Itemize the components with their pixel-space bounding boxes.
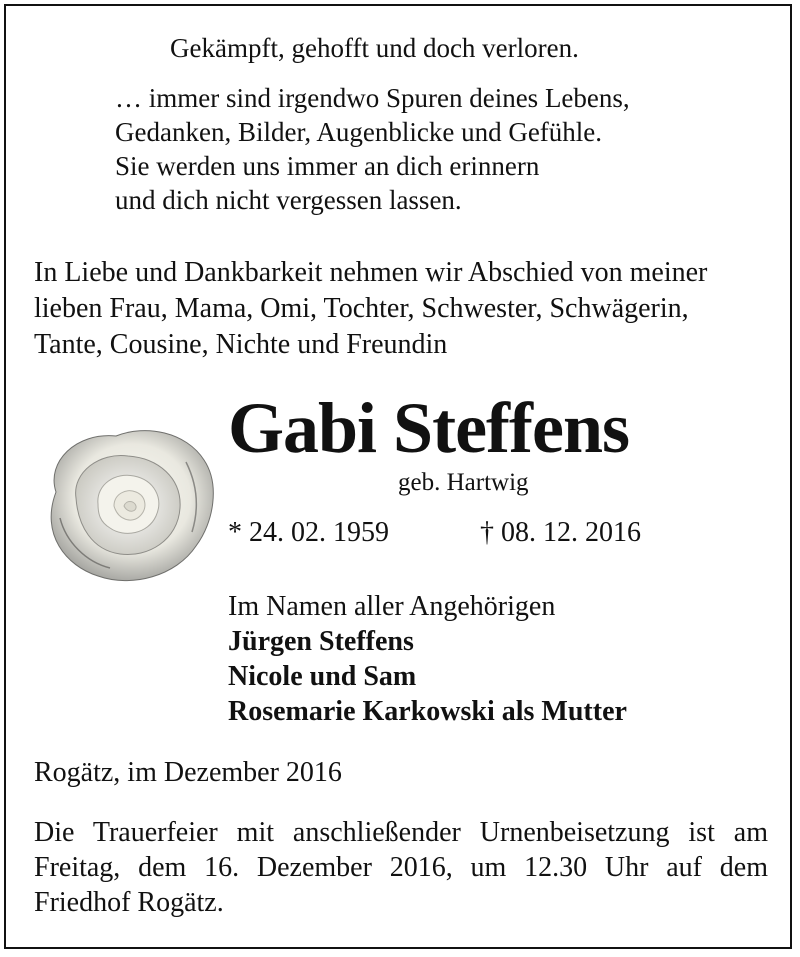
service-line: Friedhof Rogätz. <box>34 887 224 918</box>
intro-line: lieben Frau, Mama, Omi, Tochter, Schwester, Schwägerin, <box>34 293 689 324</box>
rose-icon <box>36 422 220 588</box>
family-preface: Im Namen aller Angehörigen <box>228 591 556 622</box>
poem-line: … immer sind irgendwo Spuren deines Lebens, <box>115 83 630 113</box>
poem-line: Gedanken, Bilder, Augenblicke und Gefühle. <box>115 117 603 147</box>
funeral-service-info <box>34 816 768 921</box>
service-line: Freitag, dem 16. Dezember 2016, um 12.30 Uhr auf dem <box>34 852 768 883</box>
family-member: Nicole und Sam <box>228 661 417 692</box>
poem-line: und dich nicht vergessen lassen. <box>115 185 462 215</box>
family-signature <box>228 590 627 730</box>
birth-date: * 24. 02. 1959 <box>228 517 389 548</box>
poem-line: Sie werden uns immer an dich erinnern <box>115 151 540 181</box>
intro-line: Tante, Cousine, Nichte und Freundin <box>34 329 448 360</box>
place-date: Rogätz, im Dezember 2016 <box>34 757 342 788</box>
maiden-name: geb. Hartwig <box>398 469 529 496</box>
death-date: † 08. 12. 2016 <box>480 517 641 548</box>
family-member: Rosemarie Karkowski als Mutter <box>228 696 627 727</box>
deceased-name: Gabi Steffens <box>228 388 629 468</box>
family-member: Jürgen Steffens <box>228 626 414 657</box>
white-rose-image <box>36 422 220 588</box>
intro-line: In Liebe und Dankbarkeit nehmen wir Abschied von meiner <box>34 257 708 288</box>
poem <box>115 82 630 218</box>
intro-text <box>34 256 707 364</box>
motto: Gekämpft, gehofft und doch verloren. <box>170 33 579 63</box>
service-line: Die Trauerfeier mit anschließender Urnenbeisetzung ist am <box>34 817 768 848</box>
